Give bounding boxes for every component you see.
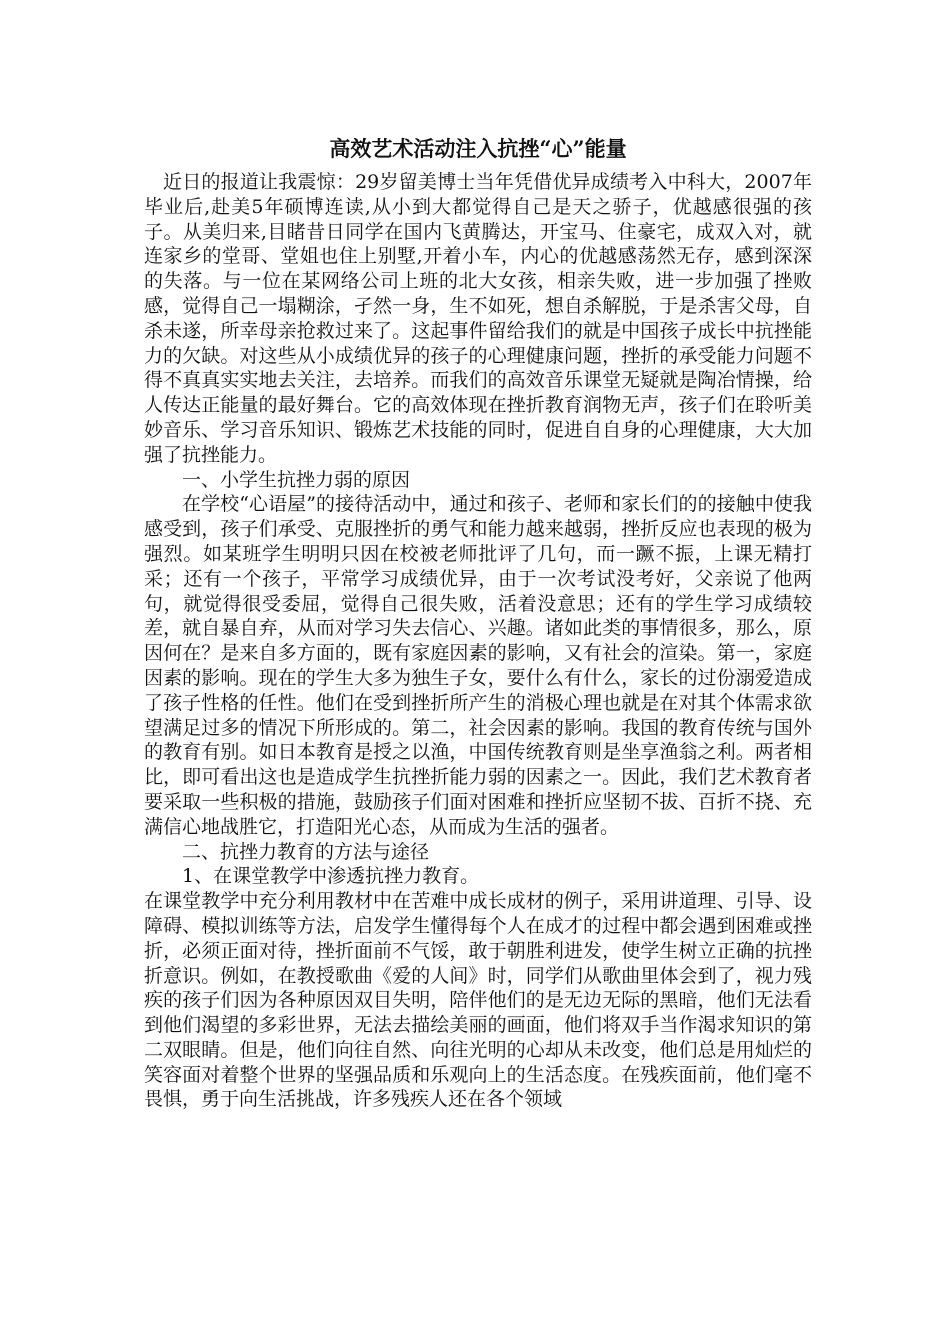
document-body bbox=[144, 128, 812, 1112]
section-heading-2: 二、抗挫力教育的方法与途径 bbox=[182, 840, 430, 863]
subsection-1-paragraph: 在课堂教学中充分利用教材中在苦难中成长成材的例子，采用讲道理、引导、设障碍、模拟训练等方法，启发学生懂得每个人在成才的过程中都会遇到困难或挫折，必须正面对待，挫折面前不气馁，敢于朝胜利进发，使学生树立正确的抗挫折意识。例如，在教授歌曲《爱的人间》时，同学们从歌曲里体会到了，视力残疾的孩子们因为各种原因双目失明，陪伴他们的是无边无际的黑暗，他们无法看到他们渴望的多彩世界，无法去描绘美丽的画面，他们将双手当作渴求知识的第二双眼睛。但是，他们向往自然、向往光明的心却从未改变，他们总是用灿烂的笑容面对着整个世界的坚强品质和乐观向上的生活态度。在残疾面前，他们毫不畏惧，勇于向生活挑战，许多残疾人还在各个领域 bbox=[144, 890, 812, 1111]
intro-paragraph: 近日的报道让我震惊：29岁留美博士当年凭借优异成绩考入中科大，2007年毕业后,赴美5年硕博连读,从小到大都觉得自己是天之骄子，优越感很强的孩子。从美归来,目睹昔日同学在国内飞黄腾达，开宝马、住豪宅，成双入对，就连家乡的堂哥、堂姐也住上别墅,开着小车，内心的优越感荡然无存，感到深深的失落。与一位在某网络公司上班的北大女孩，相亲失败，进一步加强了挫败感，觉得自己一塌糊涂，孑然一身，生不如死，想自杀解脱，于是杀害父母，自杀未遂，所幸母亲抢救过来了。这起事件留给我们的就是中国孩子成长中抗挫能力的欠缺。对这些从小成绩优异的孩子的心理健康问题，挫折的承受能力问题不得不真真实实地去关注，去培养。而我们的高效音乐课堂无疑就是陶冶情操，给人传达正能量的最好舞台。它的高效体现在挫折教育润物无声，孩子们在聆听美妙音乐、学习音乐知识、锻炼艺术技能的同时，促进自自身的心理健康，大大加强了抗挫能力。 bbox=[144, 171, 812, 466]
section-1-paragraph: 在学校“心语屋”的接待活动中，通过和孩子、老师和家长们的的接触中使我感受到，孩子们承受、克服挫折的勇气和能力越来越弱，挫折反应也表现的极为强烈。如某班学生明明只因在校被老师批评了几句，而一蹶不振，上课无精打采；还有一个孩子，平常学习成绩优异，由于一次考试没考好，父亲说了他两句，就觉得很受委屈，觉得自己很失败，活着没意思；还有的学生学习成绩较差，就自暴自弃，从而对学习失去信心、兴趣。诸如此类的事情很多，那么，原因何在？是来自多方面的，既有家庭因素的影响，又有社会的渲染。第一，家庭因素的影响。现在的学生大多为独生子女，要什么有什么，家长的过份溺爱造成了孩子性格的任性。他们在受到挫折所产生的消极心理也就是在对其个体需求欲望满足过多的情况下所形成的。第二，社会因素的影响。我国的教育传统与国外的教育有别。如日本教育是授之以渔，中国传统教育则是坐享渔翁之利。两者相比，即可看出这也是造成学生抗挫折能力弱的因素之一。因此，我们艺术教育者要采取一些积极的措施，鼓励孩子们面对困难和挫折应坚韧不拔、百折不挠、充满信心地战胜它，打造阳光心态，从而成为生活的强者。 bbox=[144, 493, 812, 838]
document-title: 高效艺术活动注入抗挫“心”能量 bbox=[329, 136, 627, 161]
subsection-heading-1: 1、在课堂教学中渗透抗挫力教育。 bbox=[182, 865, 480, 888]
section-heading-1: 一、小学生抗挫力弱的原因 bbox=[182, 468, 411, 491]
